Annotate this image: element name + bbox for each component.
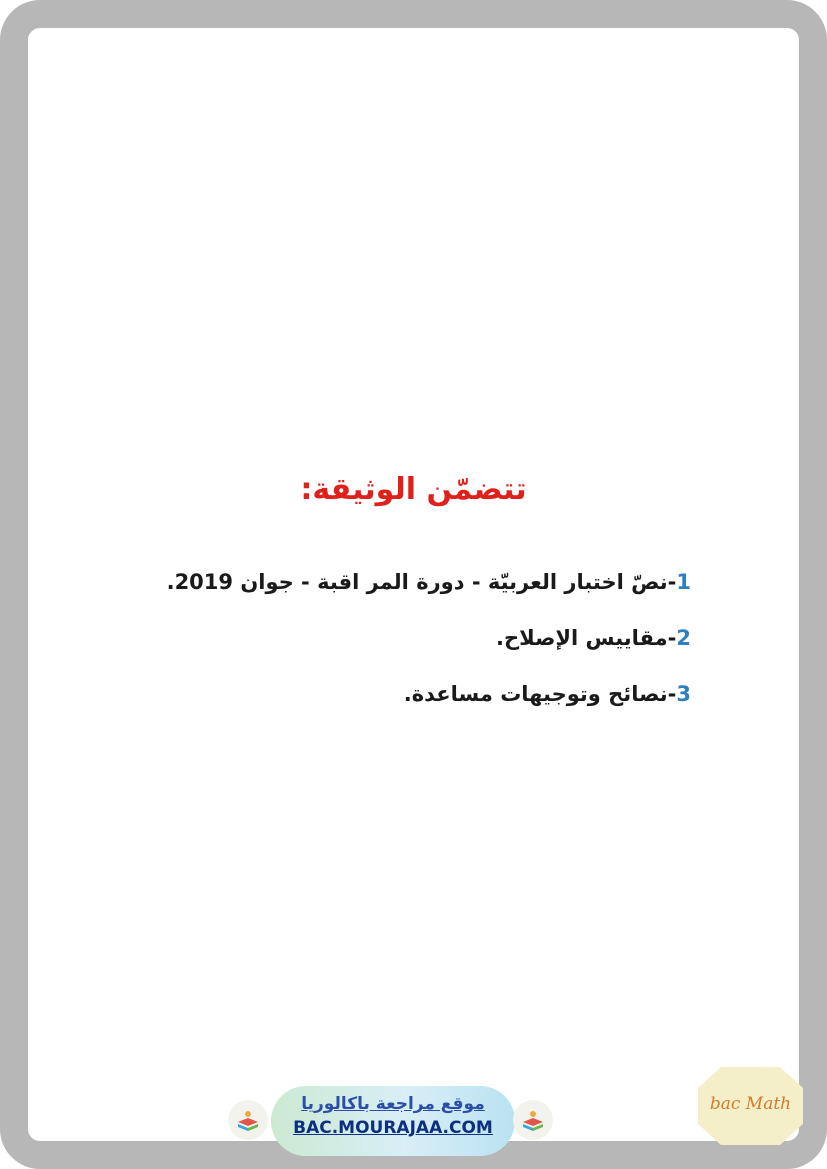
list-item: [167, 560, 691, 616]
document-title: تتضمّن الوثيقة:: [300, 472, 527, 507]
item-number: 2: [676, 626, 691, 650]
site-url[interactable]: BAC.MOURAJAA.COM: [293, 1118, 493, 1138]
site-link[interactable]: [271, 1086, 515, 1156]
site-name[interactable]: موقع مراجعة باكالوريا: [301, 1094, 485, 1114]
watermark-text: bac Math: [709, 1094, 792, 1114]
book-logo-icon: [513, 1100, 553, 1140]
item-number: 3: [676, 682, 691, 706]
bac-math-watermark: [697, 1066, 804, 1146]
book-logo-icon: [228, 1100, 268, 1140]
item-text: -نصائح وتوجيهات مساعدة.: [403, 682, 677, 706]
item-number: 1: [676, 570, 691, 594]
list-item: [167, 672, 691, 728]
item-text: -نصّ اختبار العربيّة - دورة المر اقبة - جوان 2019.: [166, 570, 677, 594]
contents-list: [167, 560, 691, 728]
item-text: -مقاييس الإصلاح.: [496, 626, 677, 650]
list-item: [167, 616, 691, 672]
